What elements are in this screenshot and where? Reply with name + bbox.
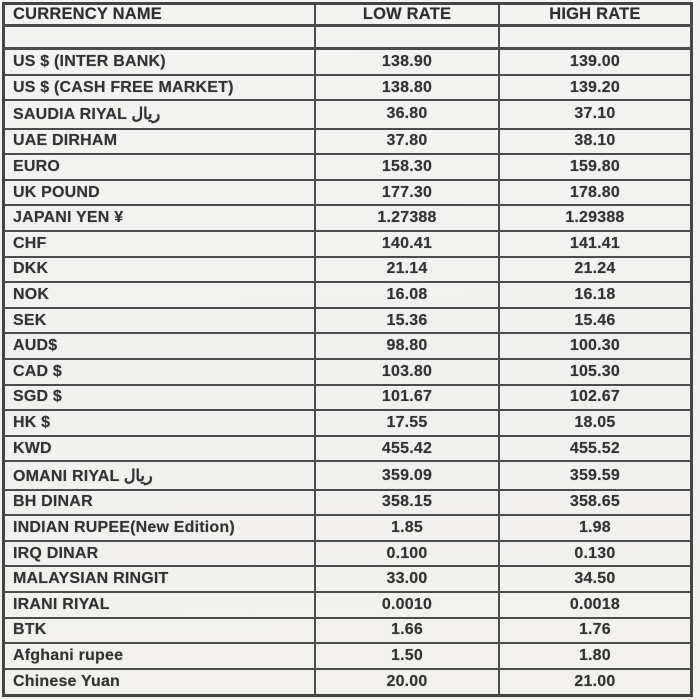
low-rate-cell: 21.14 [315,257,499,283]
currency-row [4,308,692,334]
currency-name-cell: IRANI RIYAL [4,592,316,618]
currency-row [4,410,692,436]
high-rate-cell: 21.24 [499,257,692,283]
high-rate-cell: 102.67 [499,385,692,411]
low-rate-cell: 455.42 [315,436,499,462]
low-rate-cell: 0.0010 [315,592,499,618]
currency-name-cell: EURO [4,154,316,180]
high-rate-cell: 1.76 [499,618,692,644]
currency-row [4,618,692,644]
currency-name-cell: AUD$ [4,333,316,359]
high-rate-cell: 37.10 [499,100,692,128]
low-rate-cell: 37.80 [315,129,499,155]
empty-cell [315,26,499,49]
currency-row [4,541,692,567]
low-rate-cell: 36.80 [315,100,499,128]
header-high-rate: HIGH RATE [499,4,692,26]
high-rate-cell: 139.20 [499,75,692,101]
low-rate-cell: 0.100 [315,541,499,567]
currency-row [4,180,692,206]
table-body [4,49,692,696]
low-rate-cell: 358.15 [315,490,499,516]
low-rate-cell: 1.27388 [315,205,499,231]
currency-row [4,461,692,489]
currency-rate-table [2,2,693,697]
currency-name-cell: US $ (INTER BANK) [4,49,316,75]
currency-row [4,359,692,385]
low-rate-cell: 33.00 [315,566,499,592]
currency-name-cell: SAUDIA RIYAL ريال [4,100,316,128]
currency-row [4,282,692,308]
low-rate-cell: 1.66 [315,618,499,644]
currency-row [4,154,692,180]
high-rate-cell: 1.80 [499,643,692,669]
low-rate-cell: 98.80 [315,333,499,359]
currency-name-cell: UAE DIRHAM [4,129,316,155]
high-rate-cell: 18.05 [499,410,692,436]
currency-name-cell: CAD $ [4,359,316,385]
high-rate-cell: 359.59 [499,461,692,489]
currency-row [4,100,692,128]
high-rate-cell: 21.00 [499,669,692,696]
currency-row [4,333,692,359]
currency-name-cell: CHF [4,231,316,257]
currency-row [4,592,692,618]
high-rate-cell: 141.41 [499,231,692,257]
currency-name-cell: IRQ DINAR [4,541,316,567]
currency-row [4,566,692,592]
low-rate-cell: 15.36 [315,308,499,334]
currency-name-cell: Chinese Yuan [4,669,316,696]
currency-row [4,75,692,101]
currency-name-cell: JAPANI YEN ¥ [4,205,316,231]
low-rate-cell: 158.30 [315,154,499,180]
low-rate-cell: 177.30 [315,180,499,206]
currency-row [4,49,692,75]
low-rate-cell: 138.90 [315,49,499,75]
currency-name-cell: SGD $ [4,385,316,411]
high-rate-cell: 105.30 [499,359,692,385]
currency-name-cell: SEK [4,308,316,334]
high-rate-cell: 16.18 [499,282,692,308]
currency-name-cell: UK POUND [4,180,316,206]
currency-name-cell: OMANI RIYAL ريال [4,461,316,489]
currency-row [4,669,692,696]
currency-row [4,436,692,462]
currency-name-cell: DKK [4,257,316,283]
high-rate-cell: 455.52 [499,436,692,462]
currency-row [4,231,692,257]
low-rate-cell: 101.67 [315,385,499,411]
currency-row [4,257,692,283]
currency-name-cell: INDIAN RUPEE(New Edition) [4,515,316,541]
low-rate-cell: 17.55 [315,410,499,436]
currency-name-cell: US $ (CASH FREE MARKET) [4,75,316,101]
currency-name-cell: HK $ [4,410,316,436]
currency-name-cell: BH DINAR [4,490,316,516]
high-rate-cell: 34.50 [499,566,692,592]
high-rate-cell: 139.00 [499,49,692,75]
low-rate-cell: 1.50 [315,643,499,669]
currency-name-cell: NOK [4,282,316,308]
high-rate-cell: 100.30 [499,333,692,359]
currency-row [4,385,692,411]
currency-row [4,129,692,155]
header-currency-name: CURRENCY NAME [4,4,316,26]
currency-row [4,490,692,516]
low-rate-cell: 140.41 [315,231,499,257]
low-rate-cell: 103.80 [315,359,499,385]
currency-name-cell: BTK [4,618,316,644]
currency-row [4,515,692,541]
high-rate-cell: 38.10 [499,129,692,155]
high-rate-cell: 358.65 [499,490,692,516]
low-rate-cell: 20.00 [315,669,499,696]
high-rate-cell: 1.29388 [499,205,692,231]
low-rate-cell: 16.08 [315,282,499,308]
low-rate-cell: 359.09 [315,461,499,489]
currency-name-cell: MALAYSIAN RINGIT [4,566,316,592]
low-rate-cell: 138.80 [315,75,499,101]
high-rate-cell: 0.130 [499,541,692,567]
currency-name-cell: Afghani rupee [4,643,316,669]
high-rate-cell: 178.80 [499,180,692,206]
table-header-row [4,4,692,26]
currency-name-cell: KWD [4,436,316,462]
low-rate-cell: 1.85 [315,515,499,541]
currency-row [4,205,692,231]
high-rate-cell: 159.80 [499,154,692,180]
empty-cell [499,26,692,49]
currency-row [4,643,692,669]
high-rate-cell: 15.46 [499,308,692,334]
empty-cell [4,26,316,49]
empty-spacer-row [4,26,692,49]
high-rate-cell: 0.0018 [499,592,692,618]
header-low-rate: LOW RATE [315,4,499,26]
high-rate-cell: 1.98 [499,515,692,541]
